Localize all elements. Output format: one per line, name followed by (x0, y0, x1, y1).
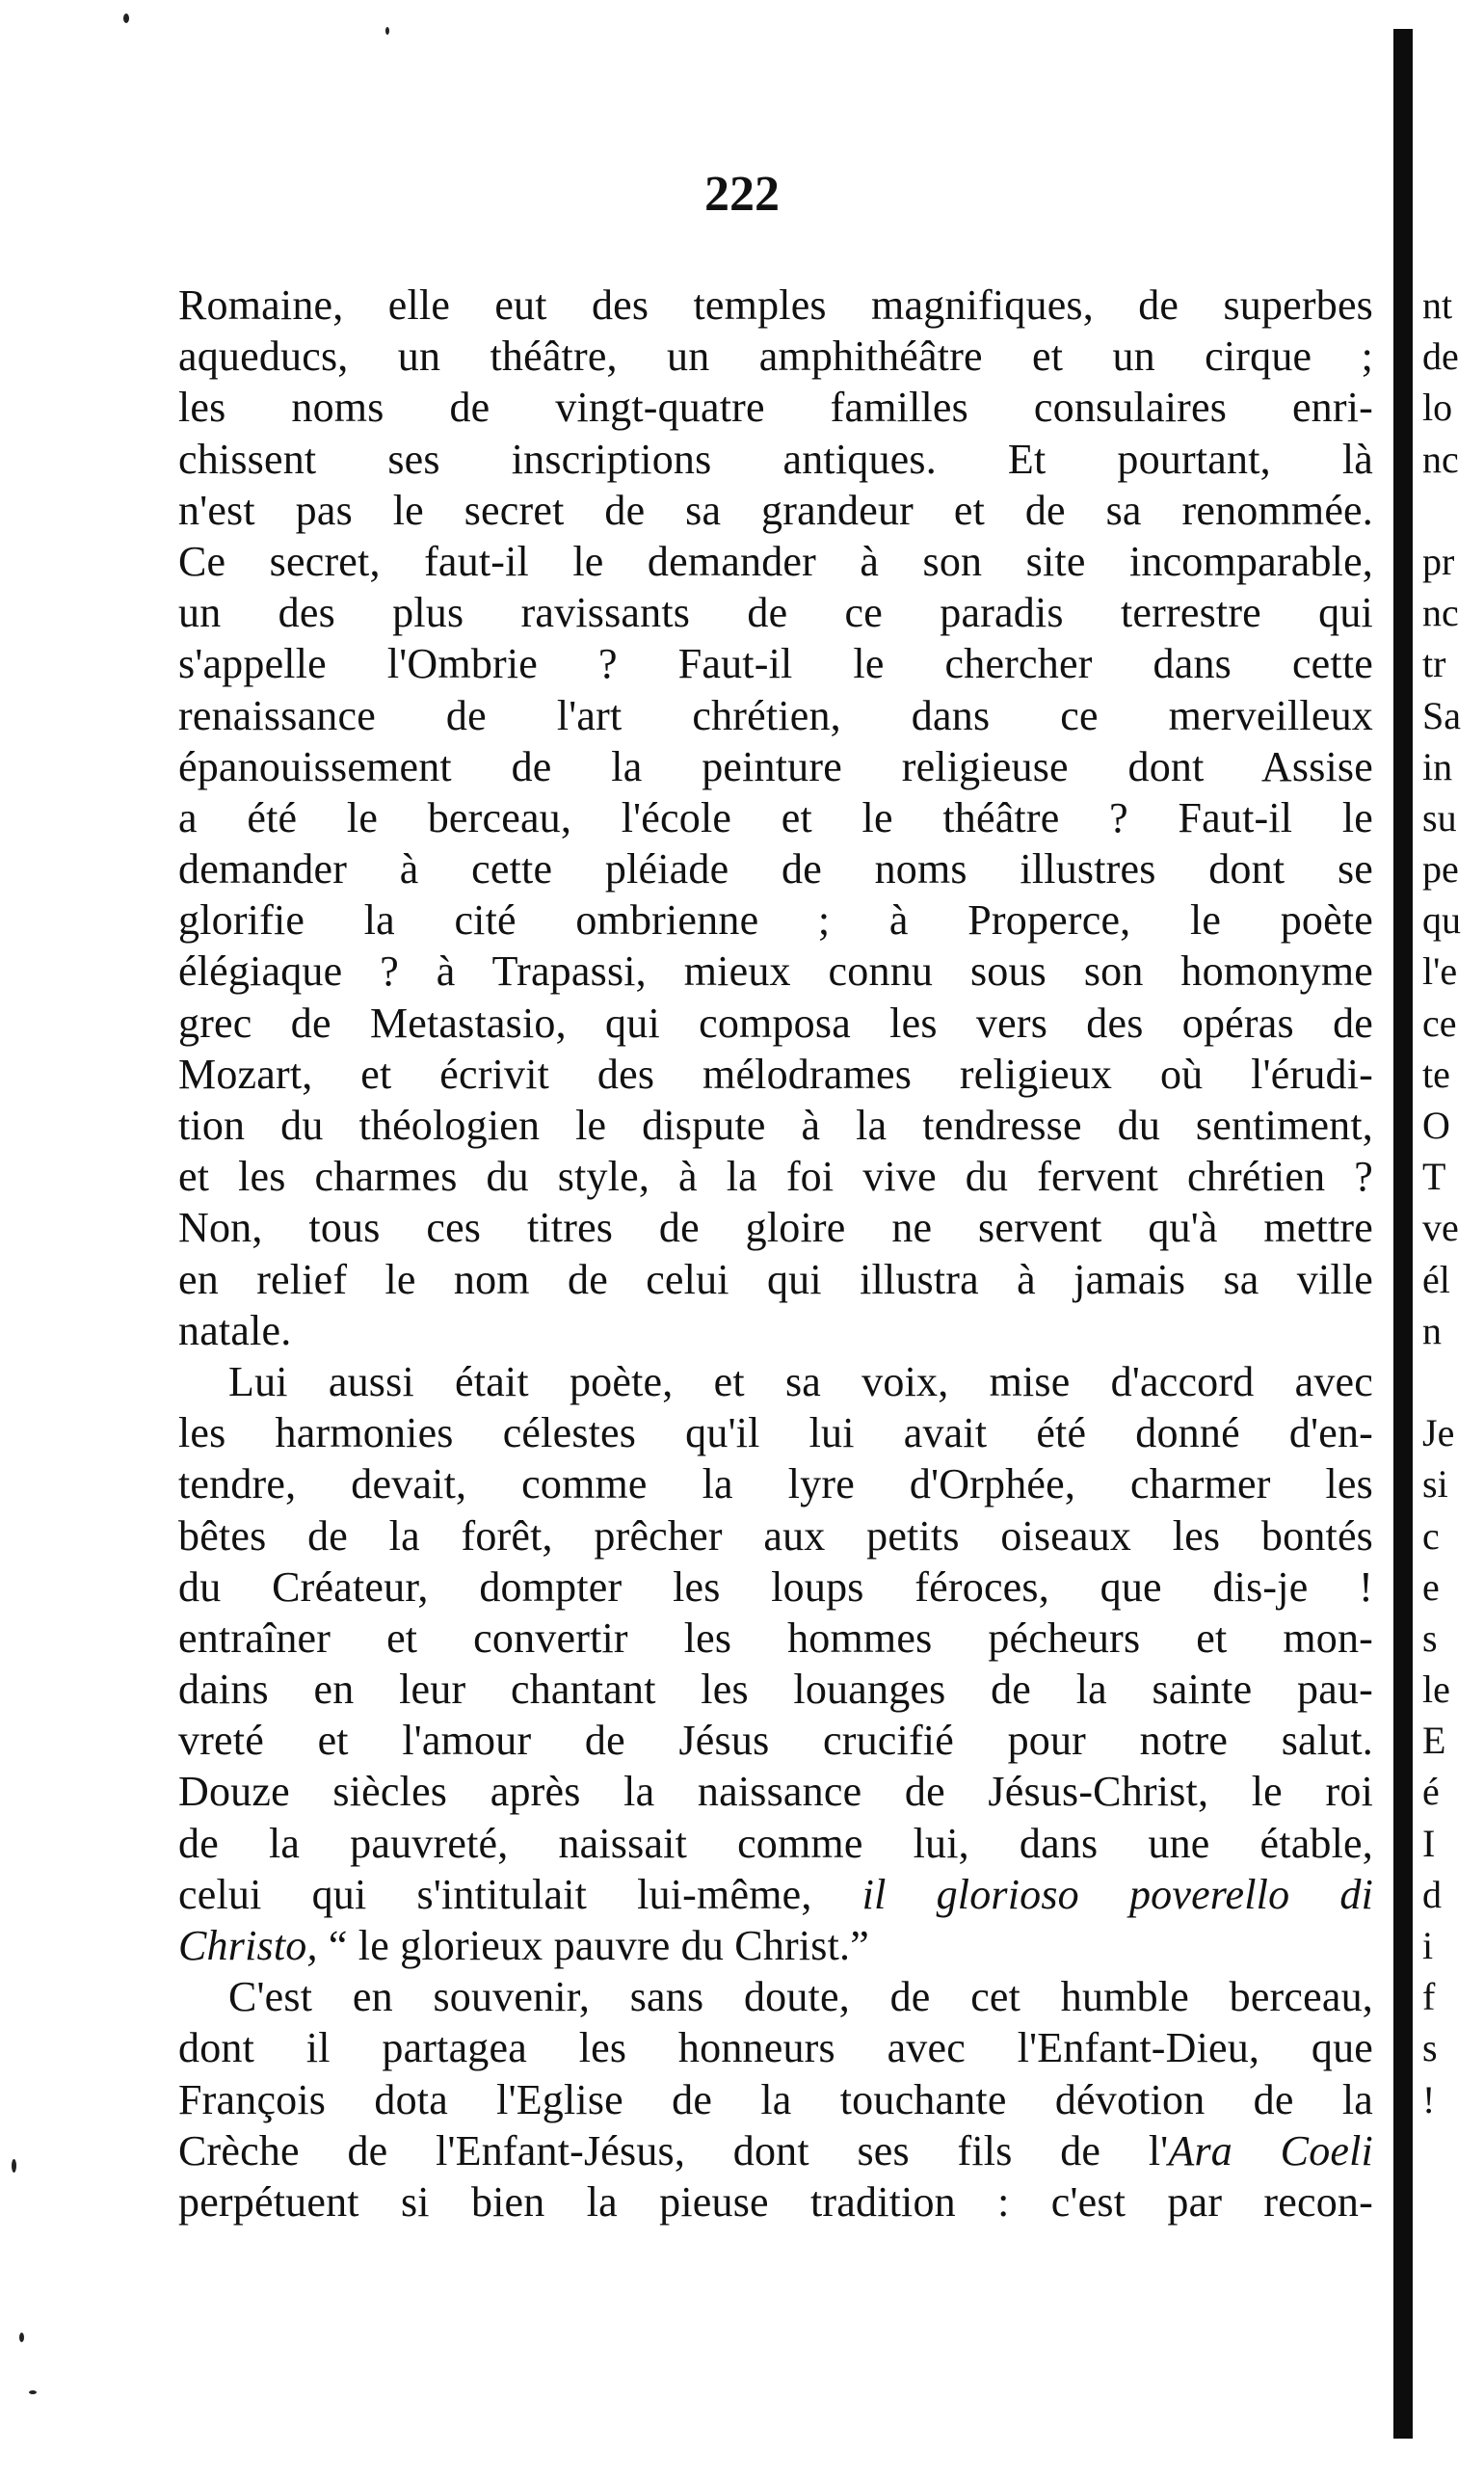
next-page-fragment: nt (1422, 283, 1453, 327)
next-page-fragment: si (1422, 1462, 1448, 1507)
text-line: renaissance de l'art chrétien, dans ce merveilleux (178, 691, 1373, 739)
text-span: Crèche de l'Enfant-Jésus, dont ses fils de l' (178, 2126, 1169, 2174)
text-line: glorifie la cité ombrienne ; à Properce, le poète (178, 896, 1373, 945)
next-page-fragment: in (1422, 744, 1453, 788)
text-line: a été le berceau, l'école et le théâtre ? Faut-il le (178, 793, 1373, 841)
text-span: “ le glorieux pauvre du Christ.” (317, 1922, 869, 1969)
next-page-fragment: T (1422, 1155, 1446, 1199)
next-page-fragment: le (1422, 1667, 1450, 1712)
text-line: un des plus ravissants de ce paradis terrestre qui (178, 589, 1373, 637)
text-line: s'appelle l'Ombrie ? Faut-il le chercher dans cette (178, 640, 1373, 688)
text-line: en relief le nom de celui qui illustra à jamais sa ville (178, 1255, 1373, 1303)
next-page-fragment (1422, 485, 1484, 536)
italic-phrase: Christo, (178, 1922, 318, 1969)
next-page-fragment: d (1422, 1872, 1442, 1916)
next-page-fragments (1422, 280, 1484, 2228)
scan-speck (385, 27, 389, 35)
next-page-fragment: qu (1422, 898, 1461, 943)
text-line: C'est en souvenir, sans doute, de cet humble berceau, (228, 1973, 1373, 2021)
next-page-fragment: Je (1422, 1411, 1455, 1455)
next-page-fragment: lo (1422, 386, 1453, 430)
scan-speck (123, 13, 129, 23)
text-line: chissent ses inscriptions antiques. Et pourtant, là (178, 435, 1373, 483)
text-line: n'est pas le secret de sa grandeur et de sa renommée. (178, 486, 1373, 534)
next-page-fragment: él (1422, 1257, 1450, 1301)
next-page-fragment: nc (1422, 437, 1459, 481)
text-line: grec de Metastasio, qui composa les vers des opéras de (178, 999, 1373, 1047)
text-line: dont il partagea les honneurs avec l'Enfant-Dieu, que (178, 2024, 1373, 2072)
text-span: celui qui s'intitulait lui-même, (178, 1870, 862, 1918)
next-page-fragment: nc (1422, 591, 1459, 635)
next-page-fragment: ! (1422, 2077, 1436, 2121)
next-page-fragment: tr (1422, 642, 1446, 686)
next-page-fragment: n (1422, 1308, 1442, 1352)
text-line: demander à cette pléiade de noms illustres dont se (178, 845, 1373, 894)
text-line: natale. (178, 1306, 292, 1354)
text-line: tion du théologien le dispute à la tendresse du sentiment, (178, 1102, 1373, 1149)
text-line: aqueducs, un théâtre, un amphithéâtre et un cirque ; (178, 333, 1373, 381)
text-line: Romaine, elle eut des temples magnifiques, de superbes (178, 281, 1373, 329)
next-page-fragment: pr (1422, 539, 1455, 583)
text-line: Ce secret, faut-il le demander à son site incomparable, (178, 537, 1373, 585)
next-page-fragment (1422, 2125, 1484, 2176)
text-line: Lui aussi était poète, et sa voix, mise d'accord avec (228, 1357, 1373, 1405)
next-page-fragment: de (1422, 334, 1459, 379)
text-line: du Créateur, dompter les loups féroces, que dis-je ! (178, 1562, 1373, 1611)
text-line: élégiaque ? à Trapassi, mieux connu sous son homonyme (178, 947, 1373, 996)
next-page-fragment: l'e (1422, 949, 1458, 994)
next-page-fragment: I (1422, 1821, 1436, 1865)
next-page-fragment (1422, 2176, 1484, 2228)
next-page-fragment: te (1422, 1052, 1450, 1096)
binding-gutter (1393, 29, 1413, 2439)
text-line: François dota l'Eglise de la touchante dévotion de la (178, 2075, 1373, 2123)
text-line: tendre, devait, comme la lyre d'Orphée, charmer les (178, 1460, 1373, 1508)
text-line: de la pauvreté, naissait comme lui, dans une étable, (178, 1819, 1373, 1867)
text-line: bêtes de la forêt, prêcher aux petits oiseaux les bontés (178, 1511, 1373, 1560)
next-page-fragment: Sa (1422, 693, 1461, 737)
text-line-with-italic (178, 1869, 1373, 1920)
next-page-fragment: ve (1422, 1206, 1459, 1250)
text-line: Non, tous ces titres de gloire ne servent qu'à mettre (178, 1204, 1373, 1252)
text-line: les noms de vingt-quatre familles consulaires enri- (178, 384, 1373, 432)
text-line-with-italic (178, 1920, 1373, 1971)
next-page-fragment: i (1422, 1924, 1434, 1967)
italic-phrase: il glorioso poverello di (861, 1870, 1373, 1918)
next-page-fragment: e (1422, 1564, 1440, 1609)
next-page-fragment: pe (1422, 847, 1459, 892)
scan-speck (19, 2333, 24, 2342)
text-line: Mozart, et écrivit des mélodrames religieux où l'érudi- (178, 1050, 1373, 1098)
scan-speck (29, 2390, 37, 2394)
next-page-fragment: é (1422, 1770, 1440, 1814)
text-line: les harmonies célestes qu'il lui avait été donné d'en- (178, 1409, 1373, 1457)
next-page-fragment: c (1422, 1513, 1440, 1558)
scan-speck (12, 2159, 16, 2173)
page-number: 222 (704, 167, 780, 222)
text-line: perpétuent si bien la pieuse tradition : c'est par recon- (178, 2177, 1373, 2226)
next-page-fragment (1422, 1356, 1484, 1407)
text-line: Douze siècles après la naissance de Jésus-Christ, le roi (178, 1768, 1373, 1816)
next-page-fragment: f (1422, 1975, 1436, 2019)
italic-phrase: Ara Coeli (1168, 2126, 1373, 2174)
next-page-fragment: E (1422, 1719, 1446, 1763)
next-page-fragment: su (1422, 795, 1457, 840)
next-page-fragment: s (1422, 1615, 1438, 1660)
text-line: épanouissement de la peinture religieuse dont Assise (178, 742, 1373, 790)
text-line: entraîner et convertir les hommes pécheurs et mon- (178, 1614, 1373, 1662)
next-page-fragment: ce (1422, 1000, 1457, 1045)
text-line: vreté et l'amour de Jésus crucifié pour notre salut. (178, 1717, 1373, 1765)
next-page-fragment: O (1422, 1104, 1450, 1147)
body-text (178, 280, 1373, 2228)
text-line-with-italic (178, 2125, 1373, 2176)
text-line: dains en leur chantant les louanges de la sainte pau- (178, 1666, 1373, 1714)
next-page-fragment: s (1422, 2026, 1438, 2070)
text-line: et les charmes du style, à la foi vive du fervent chrétien ? (178, 1153, 1373, 1201)
